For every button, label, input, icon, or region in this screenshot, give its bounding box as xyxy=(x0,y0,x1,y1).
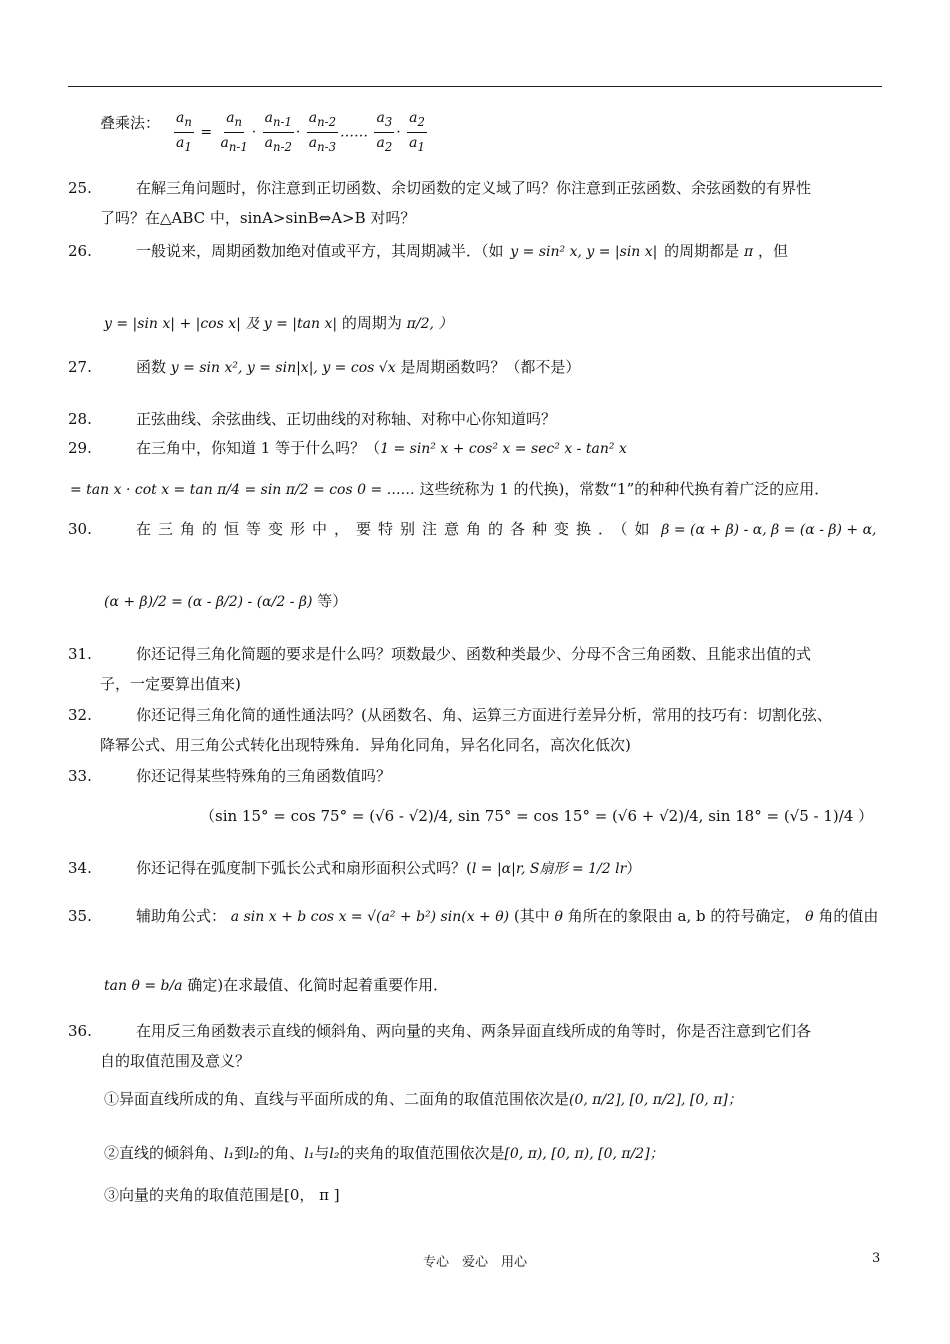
item-26-number: 26. xyxy=(68,242,92,260)
item-31-line2: 子，一定要算出值来) xyxy=(100,675,241,693)
item-29-formula: 1 = sin² x + cos² x = sec² x - tan² x xyxy=(380,441,627,457)
item-33-formula: （sin 15° = cos 75° = (√6 - √2)/4, sin 75° = cos 15° = (√6 + √2)/4, sin 18° = (√5 - 1)/4 ） xyxy=(200,807,874,825)
item-31-line1: 你还记得三角化简题的要求是什么吗？项数最少、函数种类最少、分母不含三角函数、且能求出值的式 xyxy=(136,645,812,663)
item-32-number: 32. xyxy=(68,706,92,724)
item-29-number: 29. xyxy=(68,439,92,457)
item-34-line: 你还记得在弧度制下弧长公式和扇形面积公式吗？(l = |α|r, S扇形 = 1/2 lr） xyxy=(136,859,642,877)
item-35-line1: 辅助角公式： a sin x + b cos x = √(a² + b²) sin(x + θ) (其中 θ 角所在的象限由 a, b 的符号确定， θ 角的值由 xyxy=(136,907,879,925)
item-30-number: 30. xyxy=(68,520,92,538)
item-29-line1: 在三角中，你知道 1 等于什么吗？（1 = sin² x + cos² x = sec² x - tan² x xyxy=(136,439,627,457)
item-35-line2: tan θ = b/a 确定)在求最值、化简时起着重要作用． xyxy=(104,976,449,994)
item-28-line: 正弦曲线、余弦曲线、正切曲线的对称轴、对称中心你知道吗？ xyxy=(136,410,557,428)
item-36-line1: 在用反三角函数表示直线的倾斜角、两向量的夹角、两条异面直线所成的角等时，你是否注意到它们各 xyxy=(136,1022,812,1040)
sub-item-2: ②直线的倾斜角、l₁到l₂的角、l₁与l₂的夹角的取值范围依次是[0, π), [0, π), [0, π/2]； xyxy=(104,1144,664,1162)
sub-item-1: ①异面直线所成的角、直线与平面所成的角、二面角的取值范围依次是(0, π/2], [0, π/2], [0, π]； xyxy=(104,1090,742,1108)
item-35-theta-b: θ xyxy=(805,909,814,925)
item-35-line2-formula: tan θ = b/a xyxy=(104,978,183,994)
multiply-method-line xyxy=(100,112,160,134)
item-36-number: 36. xyxy=(68,1022,92,1040)
item-35-formula: a sin x + b cos x = √(a² + b²) sin(x + θ) xyxy=(230,909,510,925)
item-30-formula: β = (α + β) - α, β = (α - β) + α, xyxy=(661,522,877,538)
item-33-number: 33. xyxy=(68,767,92,785)
multiply-method-render: $\frac{a_n}{a_1}$ = $\frac{a_n}{a_{n-1}}$ · $\frac{a_{n-1}}{a_{n-2}}$ · $\frac{a_{n-2}}{a_{n-3}}$ …… $\frac{a_3}{a_2}$ · $\frac{a_2}{a_1}$ xyxy=(176,110,425,154)
header-rule xyxy=(68,86,882,87)
item-26-formula-a: y = sin² x, y = |sin x| xyxy=(510,244,658,260)
sub-item-2-formula: [0, π), [0, π), [0, π/2]； xyxy=(504,1146,664,1162)
item-32-line2: 降幂公式、用三角公式转化出现特殊角．异角化同角，异名化同名，高次化低次) xyxy=(100,736,631,754)
item-31-number: 31. xyxy=(68,645,92,663)
item-26-line1: 一般说来，周期函数加绝对值或平方，其周期减半．（如 y = sin² x, y = |sin x| 的周期都是 π ，但 xyxy=(136,242,788,260)
item-30-line1: 在三角的恒等变形中，要特别注意角的各种变换．（如 β = (α + β) - α, β = (α - β) + α, xyxy=(136,520,877,538)
item-27-line: 函数 y = sin x², y = sin|x|, y = cos √x 是周期函数吗？（都不是） xyxy=(136,358,581,376)
item-25-number: 25. xyxy=(68,179,92,197)
item-36-line2: 自的取值范围及意义？ xyxy=(100,1052,251,1070)
item-27-formula: y = sin x², y = sin|x|, y = cos √x xyxy=(170,360,396,376)
item-26-line2: y = |sin x| + |cos x| 及 y = |tan x| 的周期为 π/2, ） xyxy=(104,314,453,332)
item-33-line1: 你还记得某些特殊角的三角函数值吗？ xyxy=(136,767,392,785)
item-26-period: π/2, ） xyxy=(406,316,453,332)
item-26-pi: π xyxy=(743,244,754,260)
item-30-line2: (α + β)/2 = (α - β/2) - (α/2 - β) 等） xyxy=(104,592,348,610)
item-27-number: 27. xyxy=(68,358,92,376)
sub-item-1-formula: (0, π/2], [0, π/2], [0, π]； xyxy=(569,1092,742,1108)
multiply-method-label: 叠乘法： xyxy=(100,114,161,132)
page-footer: 专心 爱心 用心 xyxy=(422,1255,527,1270)
item-28-number: 28. xyxy=(68,410,92,428)
item-32-line1: 你还记得三角化简的通性通法吗？(从函数名、角、运算三方面进行差异分析，常用的技巧有：切割化弦、 xyxy=(136,706,832,724)
item-29-line2-formula: = tan x · cot x = tan π/4 = sin π/2 = cos 0 = …… xyxy=(70,482,415,498)
item-25-line1: 在解三角问题时，你注意到正切函数、余切函数的定义域了吗？你注意到正弦函数、余弦函数的有界性 xyxy=(136,179,812,197)
item-29-line2: = tan x · cot x = tan π/4 = sin π/2 = cos 0 = …… 这些统称为 1 的代换)，常数“1”的种种代换有着广泛的应用． xyxy=(70,480,830,498)
item-34-formula: l = |α|r, S扇形 = 1/2 lr xyxy=(471,861,627,877)
page-number: 3 xyxy=(872,1251,881,1266)
item-35-number: 35. xyxy=(68,907,92,925)
item-35-theta-a: θ xyxy=(554,909,563,925)
item-26-formula-b: y = |sin x| + |cos x| 及 y = |tan x| xyxy=(104,316,338,332)
item-25-line2: 了吗？在△ABC 中，sinA>sinB⇔A>B 对吗？ xyxy=(100,209,416,227)
sub-item-3: ③向量的夹角的取值范围是[0， π ] xyxy=(104,1186,340,1204)
item-30-line2-formula: (α + β)/2 = (α - β/2) - (α/2 - β) xyxy=(104,594,313,610)
item-34-number: 34. xyxy=(68,859,92,877)
